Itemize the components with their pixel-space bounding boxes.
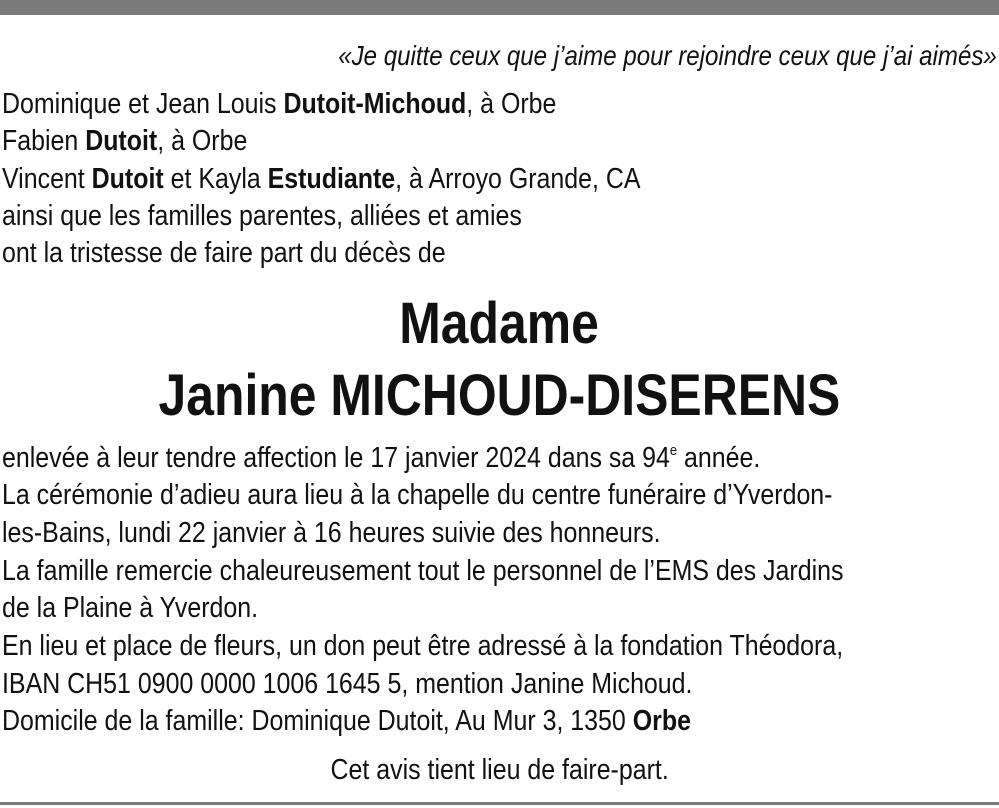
- family-line-5: ont la tristesse de faire part du décès de: [2, 237, 446, 269]
- bottom-border: [0, 802, 999, 805]
- deceased-honorific: Madame: [399, 291, 600, 356]
- body-line-6: En lieu et place de fleurs, un don peut être adressé à la fondation Théodora,: [2, 630, 844, 662]
- body-line-3: les-Bains, lundi 22 janvier à 16 heures suivie des honneurs.: [2, 517, 661, 549]
- family-line-3: Vincent Dutoit et Kayla Estudiante, à Arroyo Grande, CA: [2, 163, 641, 195]
- family-line-1: Dominique et Jean Louis Dutoit-Michoud, à Orbe: [2, 88, 557, 120]
- deceased-name: Janine MICHOUD-DISERENS: [158, 363, 841, 428]
- body-line-5: de la Plaine à Yverdon.: [2, 592, 259, 624]
- body-line-4: La famille remercie chaleureusement tout le personnel de l’EMS des Jardins: [2, 555, 844, 587]
- epigraph-quote: «Je quitte ceux que j’aime pour rejoindre ceux que j’ai aimés»: [338, 40, 997, 71]
- family-line-2: Fabien Dutoit, à Orbe: [2, 125, 248, 157]
- body-line-1: enlevée à leur tendre affection le 17 janvier 2024 dans sa 94e année.: [2, 442, 761, 474]
- body-line-2: La cérémonie d’adieu aura lieu à la chapelle du centre funéraire d’Yverdon-: [2, 479, 833, 511]
- closing-note: Cet avis tient lieu de faire-part.: [330, 754, 669, 786]
- body-line-7: IBAN CH51 0900 0000 1006 1645 5, mention Janine Michoud.: [2, 668, 693, 700]
- top-border: [0, 0, 999, 15]
- body-line-8: Domicile de la famille: Dominique Dutoit, Au Mur 3, 1350 Orbe: [2, 705, 691, 737]
- family-line-4: ainsi que les familles parentes, alliées et amies: [2, 200, 522, 232]
